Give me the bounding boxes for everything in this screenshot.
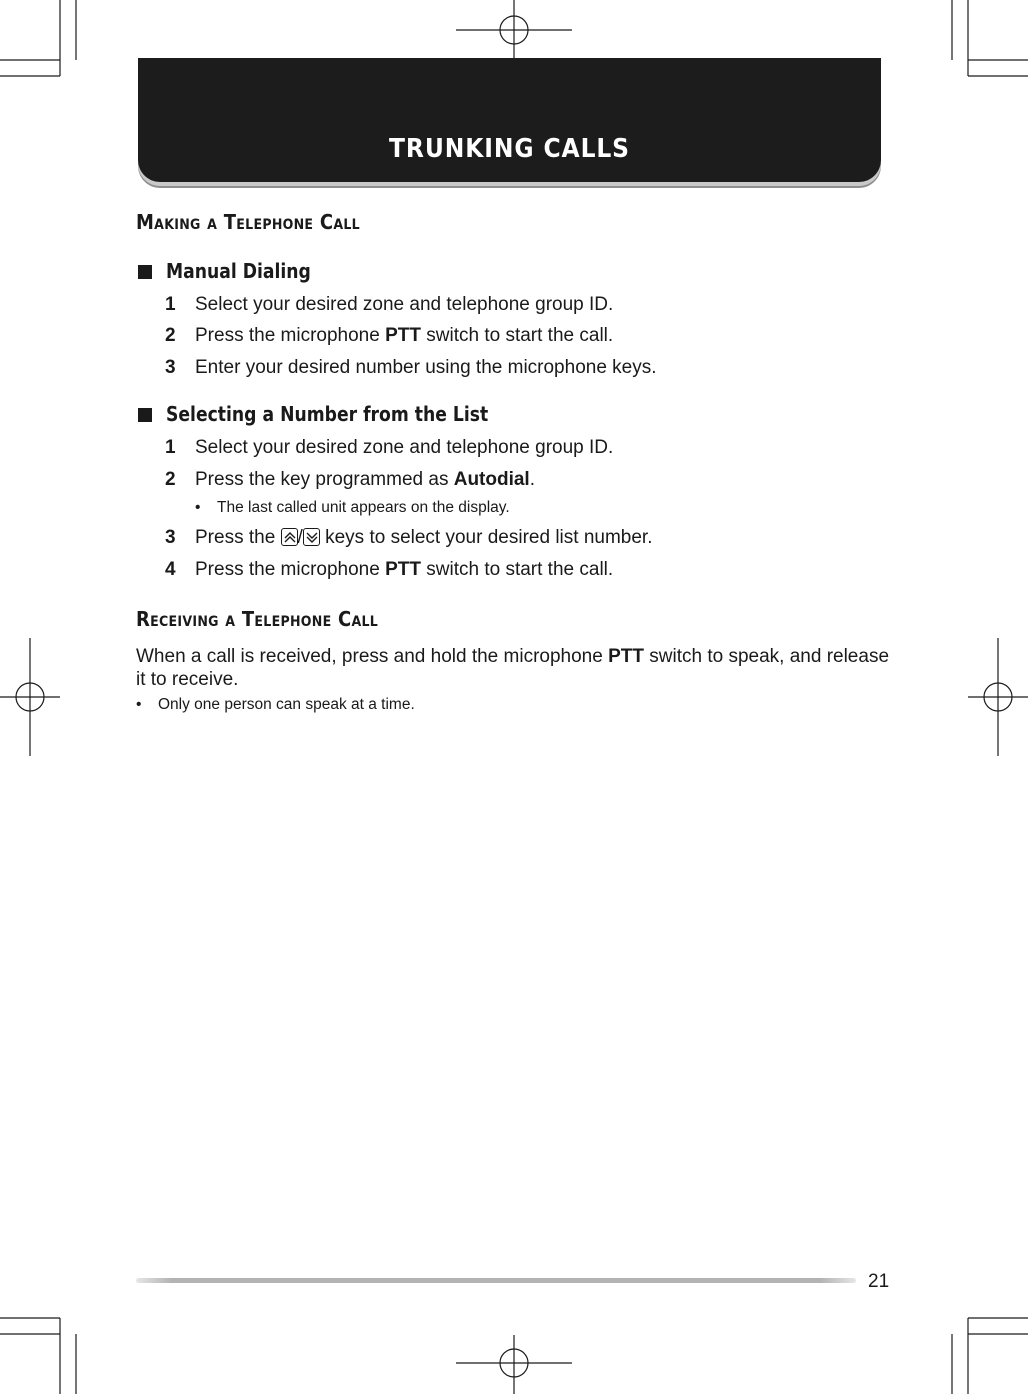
list-note-bullet: • The last called unit appears on the display. — [195, 499, 510, 516]
chapter-banner — [138, 58, 881, 182]
receiving-paragraph: When a call is received, press and hold the microphone PTT switch to speak, and release it to receive. — [136, 646, 890, 690]
square-bullet-icon — [138, 408, 152, 422]
subheading-manual-dialing: Manual Dialing — [138, 259, 334, 283]
list-step-1: 1 Select your desired zone and telephone group ID. — [165, 437, 614, 458]
receiving-note-bullet: • Only one person can speak at a time. — [136, 696, 415, 713]
list-step-3: 3 Press the / keys to select your desired list number. — [165, 527, 653, 548]
up-key-icon — [281, 528, 298, 546]
manual-step-1: 1 Select your desired zone and telephone group ID. — [165, 294, 614, 315]
section-heading-making-call: Making a Telephone Call — [136, 210, 360, 234]
page-number: 21 — [868, 1271, 890, 1292]
manual-step-3: 3 Enter your desired number using the microphone keys. — [165, 357, 657, 378]
chapter-title: TRUNKING CALLS — [389, 134, 630, 164]
subheading-selecting-from-list: Selecting a Number from the List — [138, 402, 541, 426]
section-heading-receiving-call: Receiving a Telephone Call — [136, 607, 379, 631]
manual-step-2: 2 Press the microphone PTT switch to start the call. — [165, 325, 614, 346]
list-step-2: 2 Press the key programmed as Autodial. — [165, 469, 535, 490]
list-step-4: 4 Press the microphone PTT switch to start the call. — [165, 559, 614, 580]
down-key-icon — [303, 528, 320, 546]
footer-rule — [136, 1278, 856, 1283]
square-bullet-icon — [138, 265, 152, 279]
